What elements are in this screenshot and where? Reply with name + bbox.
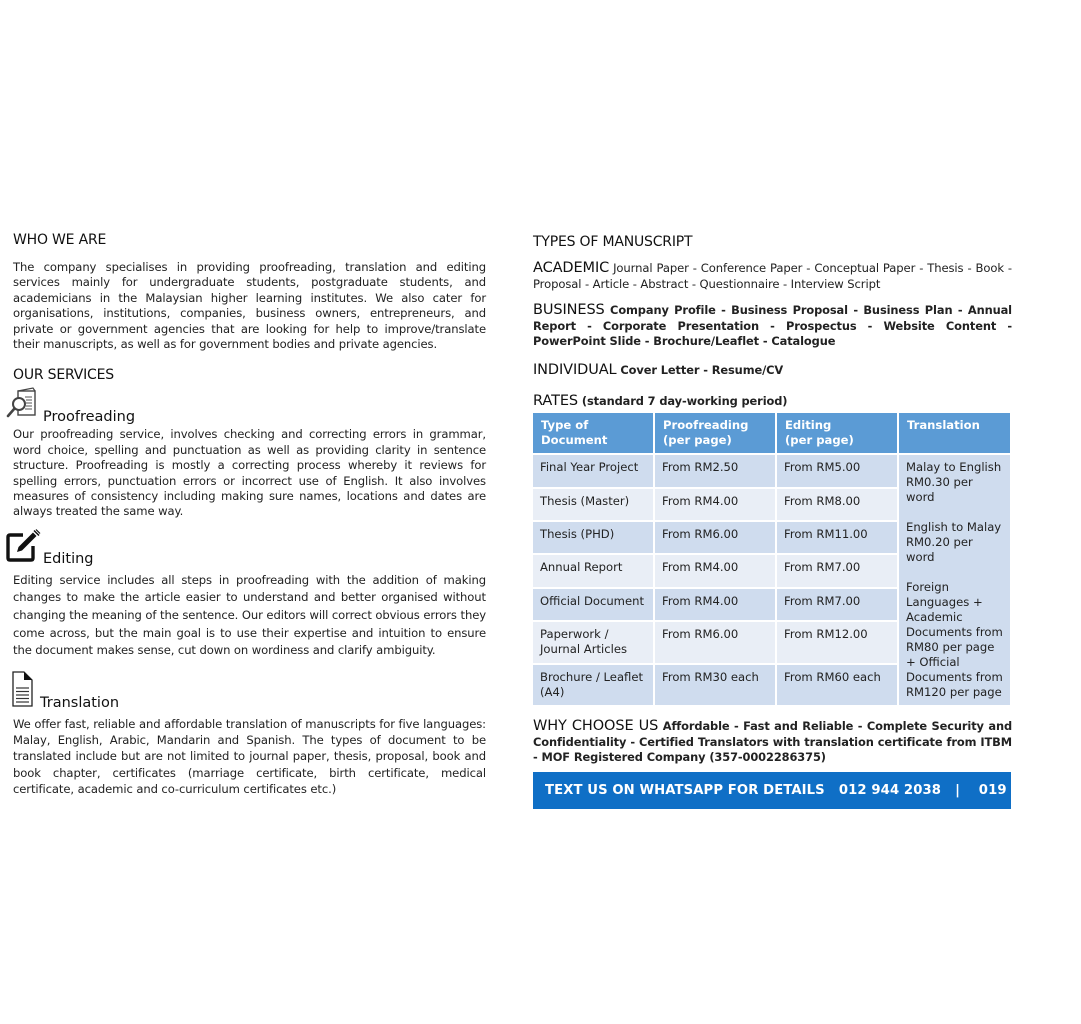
right-column <box>533 234 1081 809</box>
cell-editing: From RM12.00 <box>777 622 897 663</box>
service-translation-header <box>5 671 486 711</box>
cta-text: TEXT US ON WHATSAPP FOR DETAILS <box>545 782 825 798</box>
why-choose-us <box>533 719 1012 766</box>
cell-proofreading: From RM6.00 <box>655 622 775 663</box>
header-type: Type of Document <box>533 413 653 453</box>
manuscript-individual <box>533 363 1012 379</box>
cell-proofreading: From RM2.50 <box>655 455 775 486</box>
cell-type: Thesis (Master) <box>533 489 653 520</box>
manuscript-academic <box>533 261 1012 292</box>
service-body-proofreading: Our proofreading service, involves checking and correcting errors in grammar, word choice, spelling and punctuation as well as providing clarity in sentence structure. Proofreading is mostly a correcting process whereby it reviews for spelling errors, punctuation errors or incorrect use of English. It also involves measures of consistency including making sure names, locations and dates are always treated the same way. <box>13 427 486 519</box>
academic-label: ACADEMIC <box>533 260 610 276</box>
service-title-translation: Translation <box>40 694 120 711</box>
why-choose-us-text: Affordable - Fast and Reliable - Complete Security and Confidentiality - Certified Translators with translation certificate from ITBM - MOF Registered Company (357-0002286375) <box>533 719 1013 765</box>
cell-proofreading: From RM4.00 <box>655 589 775 620</box>
rates-table <box>531 411 1012 707</box>
cell-editing: From RM5.00 <box>777 455 897 486</box>
magnifier-document-icon <box>5 387 39 425</box>
service-title-proofreading: Proofreading <box>43 409 136 426</box>
header-proofreading: Proofreading (per page) <box>655 413 775 453</box>
cell-editing: From RM60 each <box>777 665 897 706</box>
types-of-manuscript-heading: TYPES OF MANUSCRIPT <box>533 234 693 250</box>
service-title-editing: Editing <box>43 550 94 567</box>
cell-proofreading: From RM4.00 <box>655 555 775 586</box>
document-icon <box>5 671 39 711</box>
translation-english-malay: English to Malay RM0.20 per word <box>906 520 1002 565</box>
our-services-heading: OUR SERVICES <box>13 367 114 384</box>
rates-heading <box>533 394 1012 410</box>
cell-editing: From RM11.00 <box>777 522 897 553</box>
cell-type: Annual Report <box>533 555 653 586</box>
cell-translation-rates <box>899 455 1010 705</box>
rates-title: RATES <box>533 392 579 409</box>
rates-header-row <box>533 413 1010 453</box>
table-row <box>533 455 1010 486</box>
edit-pencil-icon <box>5 529 41 567</box>
cell-type: Official Document <box>533 589 653 620</box>
service-proofreading-header <box>5 387 486 425</box>
cta-separator: | <box>955 782 961 798</box>
individual-list: Cover Letter - Resume/CV <box>616 362 784 377</box>
rates-subtitle: (standard 7 day-working period) <box>578 393 788 408</box>
service-editing-header <box>5 529 486 567</box>
translation-foreign: Foreign Languages + Academic Documents from RM80 per page + Official Documents from RM120 per page <box>906 580 1003 700</box>
cta-phone-1[interactable]: 012 944 2038 <box>838 782 942 798</box>
cell-type: Thesis (PHD) <box>533 522 653 553</box>
cta-phone-2[interactable]: 019 480 0305 <box>978 782 1081 798</box>
cell-type: Final Year Project <box>533 455 653 486</box>
cell-proofreading: From RM30 each <box>655 665 775 706</box>
translation-malay-english: Malay to English RM0.30 per word <box>906 460 1002 505</box>
who-we-are-heading: WHO WE ARE <box>13 232 107 248</box>
cell-proofreading: From RM6.00 <box>655 522 775 553</box>
header-translation: Translation <box>899 413 1010 453</box>
service-body-translation: We offer fast, reliable and affordable translation of manuscripts for five languages: Malay, English, Arabic, Mandarin and Spanish. The types of document to be translated include but are not limited to journal paper, thesis, proposal, book and book chapter, certificates (marriage certificate, birth certificate, medical certificate, academic and co-curriculum certificates etc.) <box>13 716 486 797</box>
manuscript-business <box>533 303 1012 350</box>
whatsapp-cta-banner[interactable] <box>533 772 1081 809</box>
business-label: BUSINESS <box>533 302 605 319</box>
service-body-editing: Editing service includes all steps in proofreading with the addition of making changes to make the article easier to understand and better organised without changing the meaning of the sentence. Our editors will correct obvious errors they come across, but the main goal is to use their expertise and intuition to ensure the document makes sense, cut down on wordiness and clarify ambiguity. <box>13 572 486 658</box>
cell-type: Paperwork / Journal Articles <box>533 622 653 663</box>
cell-editing: From RM8.00 <box>777 489 897 520</box>
why-choose-us-label: WHY CHOOSE US <box>533 718 659 735</box>
business-list: Company Profile - Business Proposal - Business Plan - Annual Report - Corporate Presentation - Prospectus - Website Content - PowerPoint Slide - Brochure/Leaflet - Catalogue <box>533 303 1012 349</box>
academic-list: Journal Paper - Conference Paper - Conceptual Paper - Thesis - Book - Proposal - Article - Abstract - Questionnaire - Interview Script <box>533 261 1012 291</box>
cell-editing: From RM7.00 <box>777 555 897 586</box>
cell-editing: From RM7.00 <box>777 589 897 620</box>
header-editing: Editing (per page) <box>777 413 897 453</box>
individual-label: INDIVIDUAL <box>533 361 617 378</box>
cell-proofreading: From RM4.00 <box>655 489 775 520</box>
who-we-are-body: The company specialises in providing proofreading, translation and editing services mainly for undergraduate students, postgraduate students, and academicians in the Malaysian higher learning institutes. We also cater for organisations, institutions, companies, business owners, entrepreneurs, and private or government agencies that are looking for help to improve/translate their manuscripts, as well as for government bodies and private agencies. <box>13 260 486 352</box>
cell-type: Brochure / Leaflet (A4) <box>533 665 653 706</box>
left-column <box>13 232 486 797</box>
